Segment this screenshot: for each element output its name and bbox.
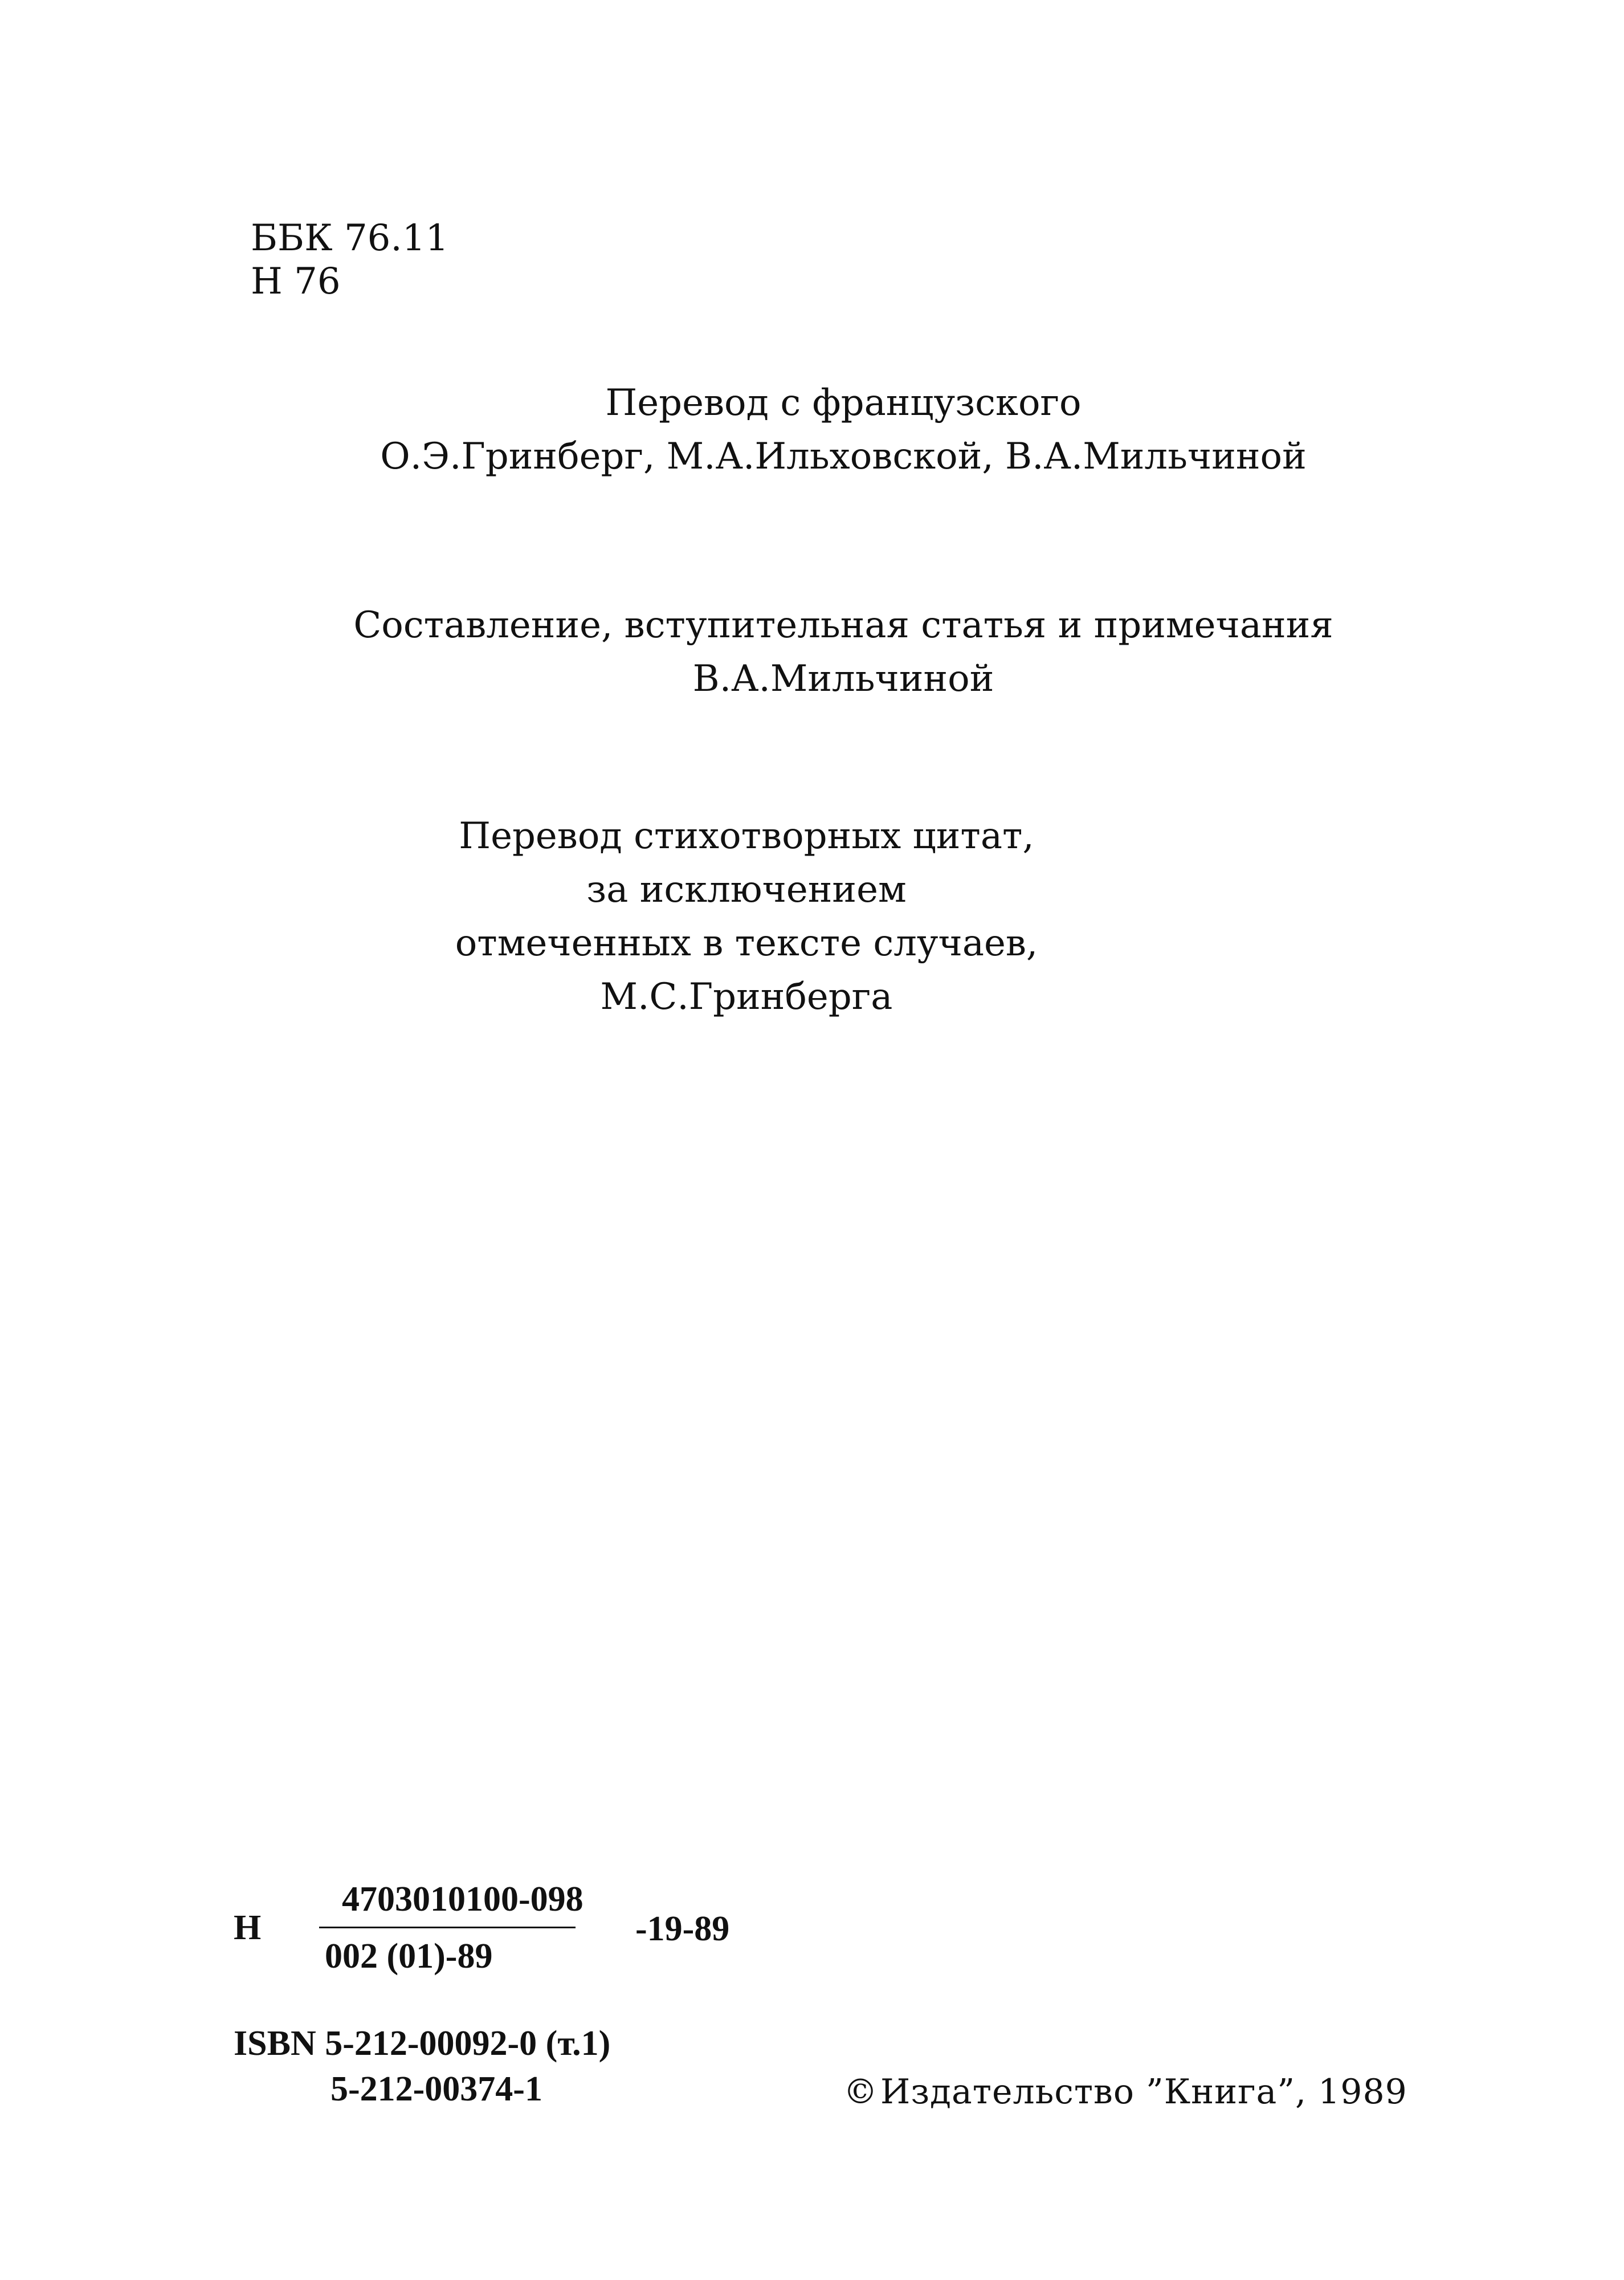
compilation-credits xyxy=(330,598,1356,706)
compiler-name: В.А.Мильчиной xyxy=(692,658,994,700)
index-suffix: -19-89 xyxy=(635,1909,730,1948)
classification-codes xyxy=(251,217,448,303)
author-mark: Н 76 xyxy=(251,260,341,303)
translation-credits xyxy=(330,376,1356,483)
copyright-line xyxy=(843,2069,1407,2115)
isbn-block xyxy=(234,2021,610,2112)
compilation-heading: Составление, вступительная статья и примечания xyxy=(353,604,1333,646)
isbn-set: 5-212-00374-1 xyxy=(330,2070,542,2108)
isbn-volume: ISBN 5-212-00092-0 (т.1) xyxy=(234,2024,611,2063)
fraction-bar xyxy=(319,1927,576,1928)
translation-heading: Перевод с французского xyxy=(605,382,1082,424)
copyright-icon: © xyxy=(843,2072,878,2112)
index-denominator: 002 (01)-89 xyxy=(325,1937,493,1976)
bbk-code: ББК 76.11 xyxy=(251,217,449,259)
verse-translation-credits xyxy=(330,809,1162,1024)
verse-translator-name: М.С.Гринберга xyxy=(600,976,893,1018)
copyright-text: Издательство ”Книга”, 1989 xyxy=(880,2072,1407,2112)
verse-line-2: за исключением xyxy=(586,869,907,911)
verse-line-1: Перевод стихотворных цитат, xyxy=(459,815,1034,857)
verse-line-3: отмеченных в тексте случаев, xyxy=(455,922,1038,964)
translators-names: О.Э.Гринберг, М.А.Ильховской, В.А.Мильчиной xyxy=(380,435,1307,478)
index-numerator: 4703010100-098 xyxy=(342,1880,584,1919)
index-letter: Н xyxy=(234,1908,262,1947)
